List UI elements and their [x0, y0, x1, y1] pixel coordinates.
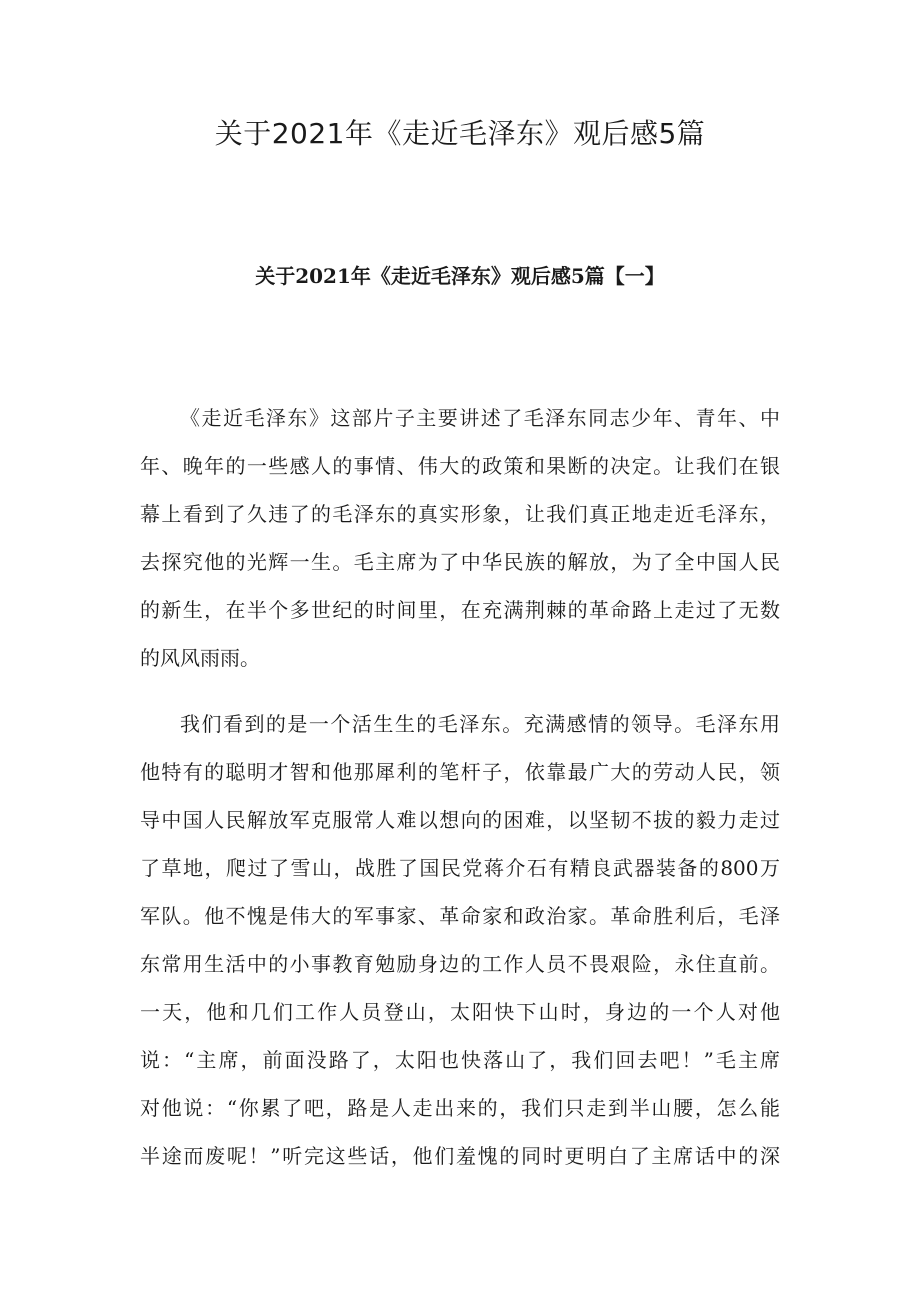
paragraph-line: 的新生，在半个多世纪的时间里，在充满荆棘的革命路上走过了无数 — [140, 598, 780, 622]
paragraph-line: 军队。他不愧是伟大的军事家、革命家和政治家。革命胜利后，毛泽 — [140, 904, 780, 928]
document-title: 关于2021年《走近毛泽东》观后感5篇 — [214, 117, 706, 150]
paragraph-2 — [140, 700, 780, 1180]
paragraph-line: 幕上看到了久违了的毛泽东的真实形象，让我们真正地走近毛泽东， — [140, 502, 780, 526]
paragraph-line: 导中国人民解放军克服常人难以想向的困难，以坚韧不拔的毅力走过 — [140, 808, 780, 832]
paragraph-line: 说：“主席，前面没路了，太阳也快落山了，我们回去吧！”毛主席 — [140, 1048, 780, 1072]
section-heading: 关于2021年《走近毛泽东》观后感5篇【一】 — [255, 264, 665, 288]
paragraph-line: 《走近毛泽东》这部片子主要讲述了毛泽东同志少年、青年、中 — [180, 406, 780, 430]
paragraph-line: 我们看到的是一个活生生的毛泽东。充满感情的领导。毛泽东用 — [180, 712, 780, 736]
paragraph-line: 的风风雨雨。 — [140, 646, 260, 670]
paragraph-line: 对他说：“你累了吧，路是人走出来的，我们只走到半山腰，怎么能 — [140, 1096, 780, 1120]
paragraph-line: 年、晚年的一些感人的事情、伟大的政策和果断的决定。让我们在银 — [140, 454, 780, 478]
paragraph-1 — [140, 394, 780, 682]
paragraph-line: 一天，他和几们工作人员登山，太阳快下山时，身边的一个人对他 — [140, 1000, 780, 1024]
paragraph-line: 东常用生活中的小事教育勉励身边的工作人员不畏艰险，永住直前。 — [140, 952, 780, 976]
paragraph-line: 去探究他的光辉一生。毛主席为了中华民族的解放，为了全中国人民 — [140, 550, 780, 574]
paragraph-line: 半途而废呢！”听完这些话，他们羞愧的同时更明白了主席话中的深 — [140, 1144, 780, 1168]
paragraph-line: 他特有的聪明才智和他那犀利的笔杆子，依靠最广大的劳动人民，领 — [140, 760, 780, 784]
paragraph-line: 了草地，爬过了雪山，战胜了国民党蒋介石有精良武器装备的800万 — [140, 856, 780, 880]
